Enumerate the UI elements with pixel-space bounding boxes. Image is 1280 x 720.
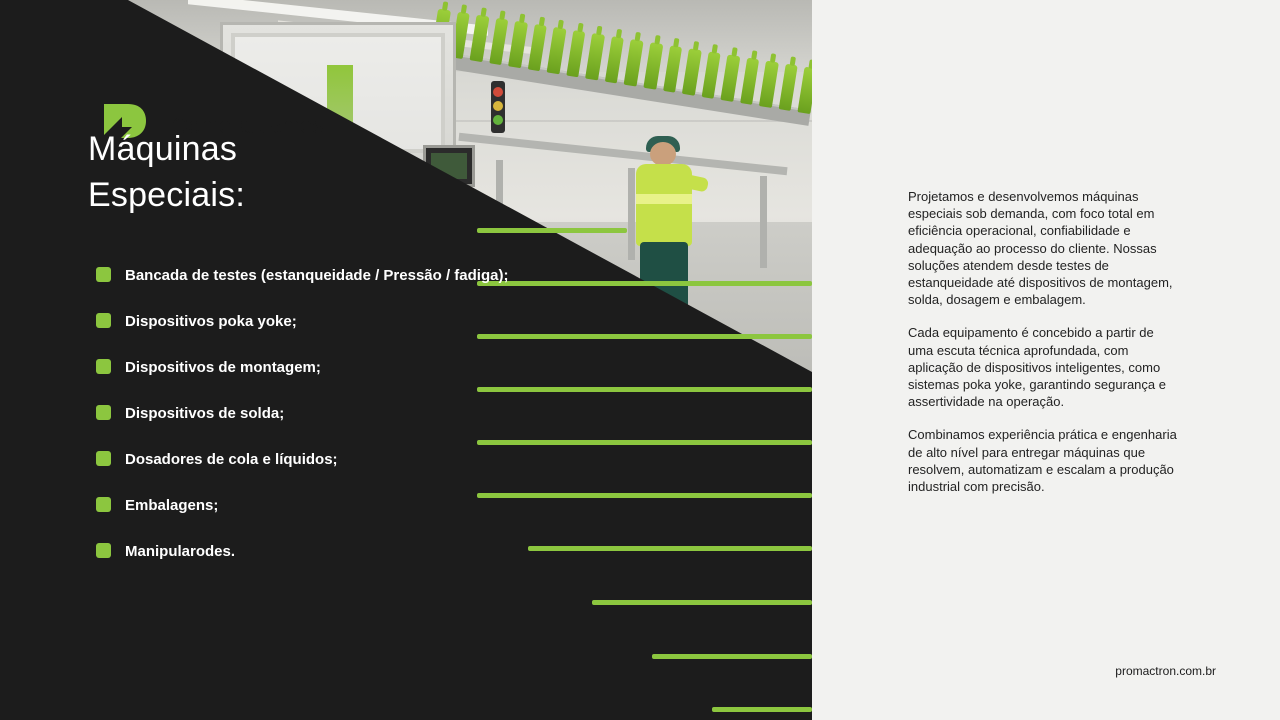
accent-bar xyxy=(477,493,812,498)
bullet-square-icon xyxy=(96,359,111,374)
list-item xyxy=(96,541,516,562)
bullet-square-icon xyxy=(96,543,111,558)
list-item xyxy=(96,403,516,424)
list-item-label: Embalagens; xyxy=(125,497,219,514)
accent-bar xyxy=(652,654,812,659)
accent-bar xyxy=(528,546,812,551)
accent-bar xyxy=(477,281,812,286)
accent-bar xyxy=(477,387,812,392)
right-panel-paragraph: Cada equipamento é concebido a partir de uma escuta técnica aprofundada, com aplicação de dispositivos inteligentes, como sistemas poka yoke, garantindo segurança e assertividade na operação. xyxy=(908,325,1166,410)
accent-bar xyxy=(592,600,812,605)
page-title xyxy=(88,126,245,218)
page-title-line-2: Especiais: xyxy=(88,176,245,214)
list-item-label: Dispositivos de montagem; xyxy=(125,359,321,376)
bullet-list xyxy=(96,265,516,587)
list-item xyxy=(96,495,516,516)
footer-website: promactron.com.br xyxy=(1115,664,1216,678)
accent-bar xyxy=(477,228,627,233)
accent-bar xyxy=(477,440,812,445)
bullet-square-icon xyxy=(96,451,111,466)
list-item-label: Manipularodes. xyxy=(125,543,236,560)
list-item xyxy=(96,449,516,470)
list-item xyxy=(96,265,516,286)
right-panel-body xyxy=(908,188,1180,495)
bullet-square-icon xyxy=(96,405,111,420)
list-item-label: Bancada de testes (estanqueidade / Pressão / fadiga); xyxy=(125,267,509,284)
bullet-square-icon xyxy=(96,313,111,328)
list-item-label: Dispositivos poka yoke; xyxy=(125,313,297,330)
accent-bar xyxy=(477,334,812,339)
right-panel-title: Como atuamos: xyxy=(172,113,330,138)
right-panel-paragraph: Projetamos e desenvolvemos máquinas especiais sob demanda, com foco total em eficiência operacional, confiabilidade e adequação ao processo do cliente. Nossas soluções atendem desde testes de estanqueidade até dispositivos de montagem, solda, dosagem e embalagem. xyxy=(908,189,1173,308)
bullet-square-icon xyxy=(96,497,111,512)
list-item xyxy=(96,311,516,332)
list-item-label: Dispositivos de solda; xyxy=(125,405,285,422)
accent-bar xyxy=(712,707,812,712)
list-item-label: Dosadores de cola e líquidos; xyxy=(125,451,338,468)
bullet-square-icon xyxy=(96,267,111,282)
list-item xyxy=(96,357,516,378)
right-panel-paragraph: Combinamos experiência prática e engenharia de alto nível para entregar máquinas que resolvem, automatizam e escalam a produção industrial com precisão. xyxy=(908,427,1177,495)
page-title-line-1: Máquinas xyxy=(88,130,238,168)
